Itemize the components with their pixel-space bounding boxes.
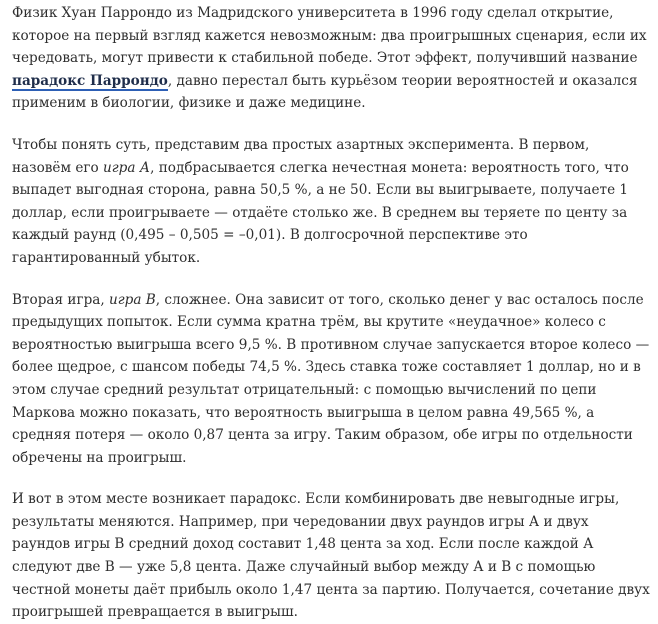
paragraph-game-a-text-start: Чтобы понять суть, представим два простых азартных эксперимента. В первом, назовём его — [12, 136, 590, 176]
game-b-term: игра B — [109, 291, 156, 308]
paragraph-game-b — [12, 289, 650, 470]
paragraph-game-a-text-end: , подбрасывается слегка нечестная монета: вероятность того, что выпадет выгодная сторона, равна 50,5 %, а не 50. Если вы выигрываете, получаете 1 доллар, если проигрываете — отдаёте столько же. В среднем вы теряете по центу за каждый раунд (0,495 – 0,505 = –0,01). В долгосрочной перспективе это гарантированный убыток. — [12, 159, 629, 266]
parrondo-paradox-link[interactable]: парадокс Паррондо — [12, 72, 168, 89]
paragraph-intro — [12, 2, 650, 115]
game-a-term: игра А — [103, 159, 151, 176]
paragraph-game-a — [12, 134, 650, 270]
paragraph-game-b-text-end: , сложнее. Она зависит от того, сколько денег у вас осталось после предыдущих попыток. Если сумма кратна трём, вы крутите «неудачное» колесо с вероятностью выигрыша всего 9,5 %. В противном случае запускается второе колесо — более щедрое, с шансом победы 74,5 %. Здесь ставка тоже составляет 1 доллар, но и в этом случае средний результат отрицательный: с помощью вычислений по цепи Маркова можно показать, что вероятность выигрыша в целом равна 49,565 %, а средняя потеря — около 0,87 цента за игру. Таким образом, обе игры по отдельности обречены на проигрыш. — [12, 291, 650, 466]
paragraph-intro-text-start: Физик Хуан Паррондо из Мадридского университета в 1996 году сделал открытие, которое на первый взгляд кажется невозможным: два проигрышных сценария, если их чередовать, могут привести к стабильной победе. Этот эффект, получивший название — [12, 5, 647, 67]
paragraph-paradox: И вот в этом месте возникает парадокс. Если комбинировать две невыгодные игры, результаты меняются. Например, при чередовании двух раундов игры А и двух раундов игры B средний доход составит 1,48 цента за ход. Если после каждой А следуют две B — уже 5,8 цента. Даже случайный выбор между А и B с помощью честной монеты даёт прибыль около 1,47 цента за партию. Получается, сочетание двух проигрышей превращается в выигрыш. — [12, 491, 650, 621]
paragraph-intro-text-end: , давно перестал быть курьёзом теории вероятностей и оказался применим в биологии, физике и даже медицине. — [12, 72, 638, 112]
paragraph-game-b-text-start: Вторая игра, — [12, 291, 110, 308]
